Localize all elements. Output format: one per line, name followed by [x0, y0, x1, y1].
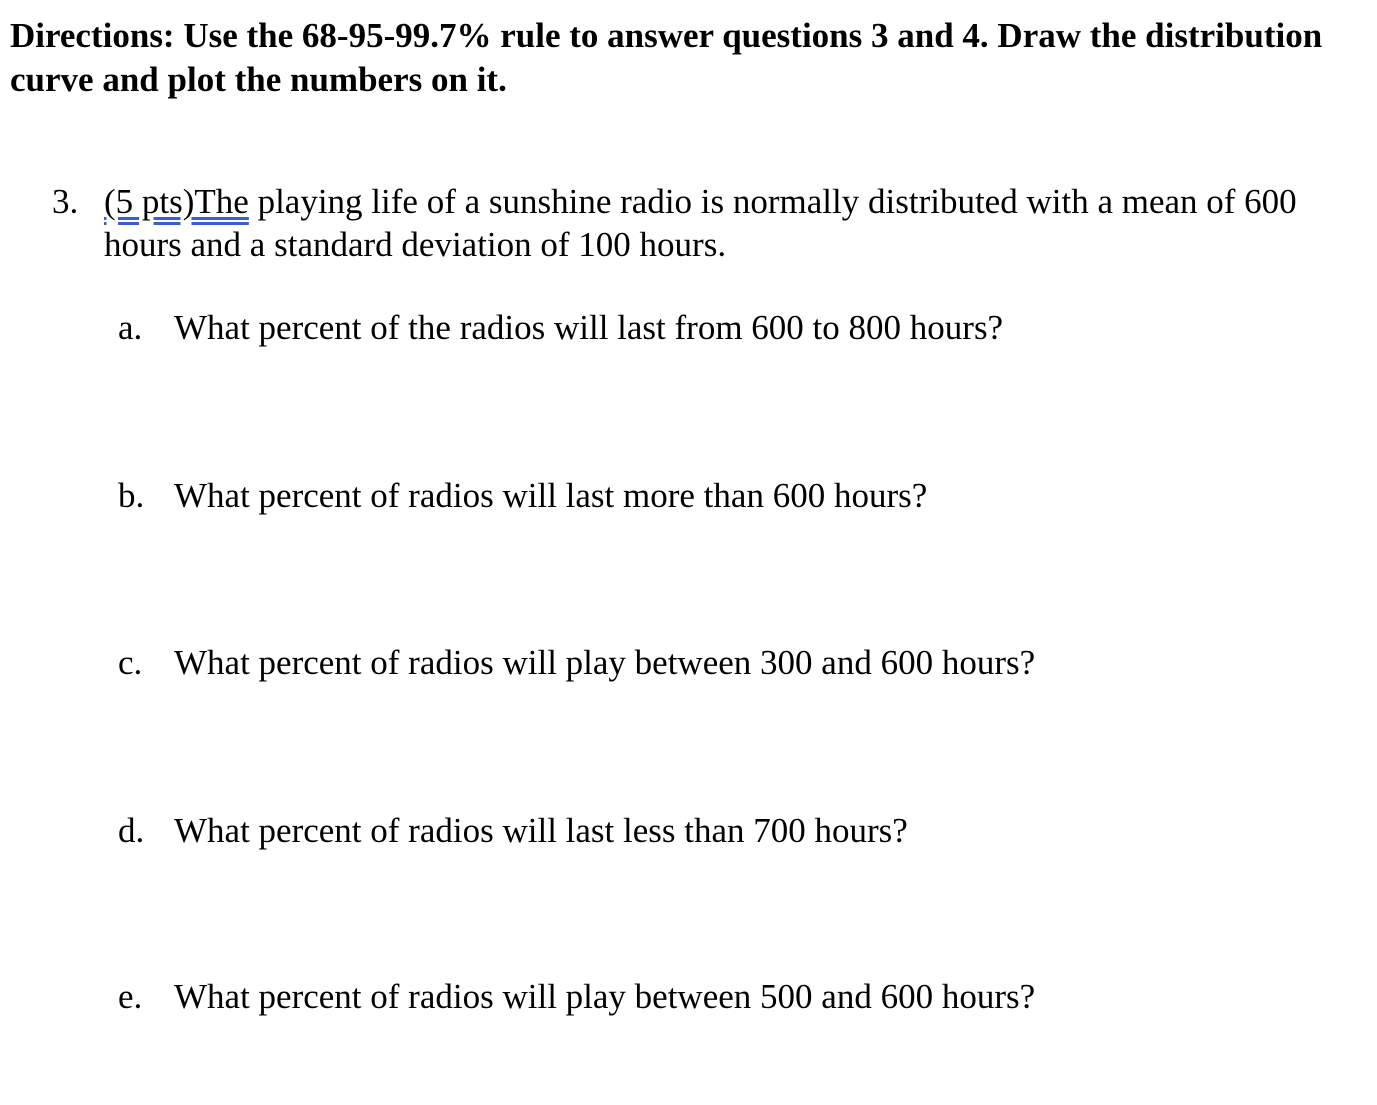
- subquestion-text: What percent of radios will last more than 600 hours?: [174, 476, 928, 515]
- question-body: [104, 180, 1369, 266]
- subquestion-letter: d.: [118, 811, 145, 850]
- directions-text: Directions: Use the 68-95-99.7% rule to answer questions 3 and 4. Draw the distribution curve and plot the numbers on it.: [10, 16, 1323, 99]
- subquestion-letter: e.: [118, 977, 143, 1016]
- subquestion-text: What percent of radios will last less than 700 hours?: [174, 811, 908, 850]
- question-number: 3.: [52, 182, 79, 221]
- subquestion-text: What percent of radios will play between 500 and 600 hours?: [174, 977, 1036, 1016]
- points-spellcheck-link[interactable]: (5 pts)The: [104, 182, 249, 221]
- subquestion-text: What percent of radios will play between 300 and 600 hours?: [174, 643, 1036, 682]
- subquestion-text: What percent of the radios will last from 600 to 800 hours?: [174, 308, 1004, 347]
- subquestion-letter: b.: [118, 476, 145, 515]
- subquestion-letter: c.: [118, 643, 143, 682]
- subquestion-letter: a.: [118, 308, 143, 347]
- question-text: playing life of a sunshine radio is normally distributed with a mean of 600 hours and a standard deviation of 100 hours.: [104, 182, 1297, 264]
